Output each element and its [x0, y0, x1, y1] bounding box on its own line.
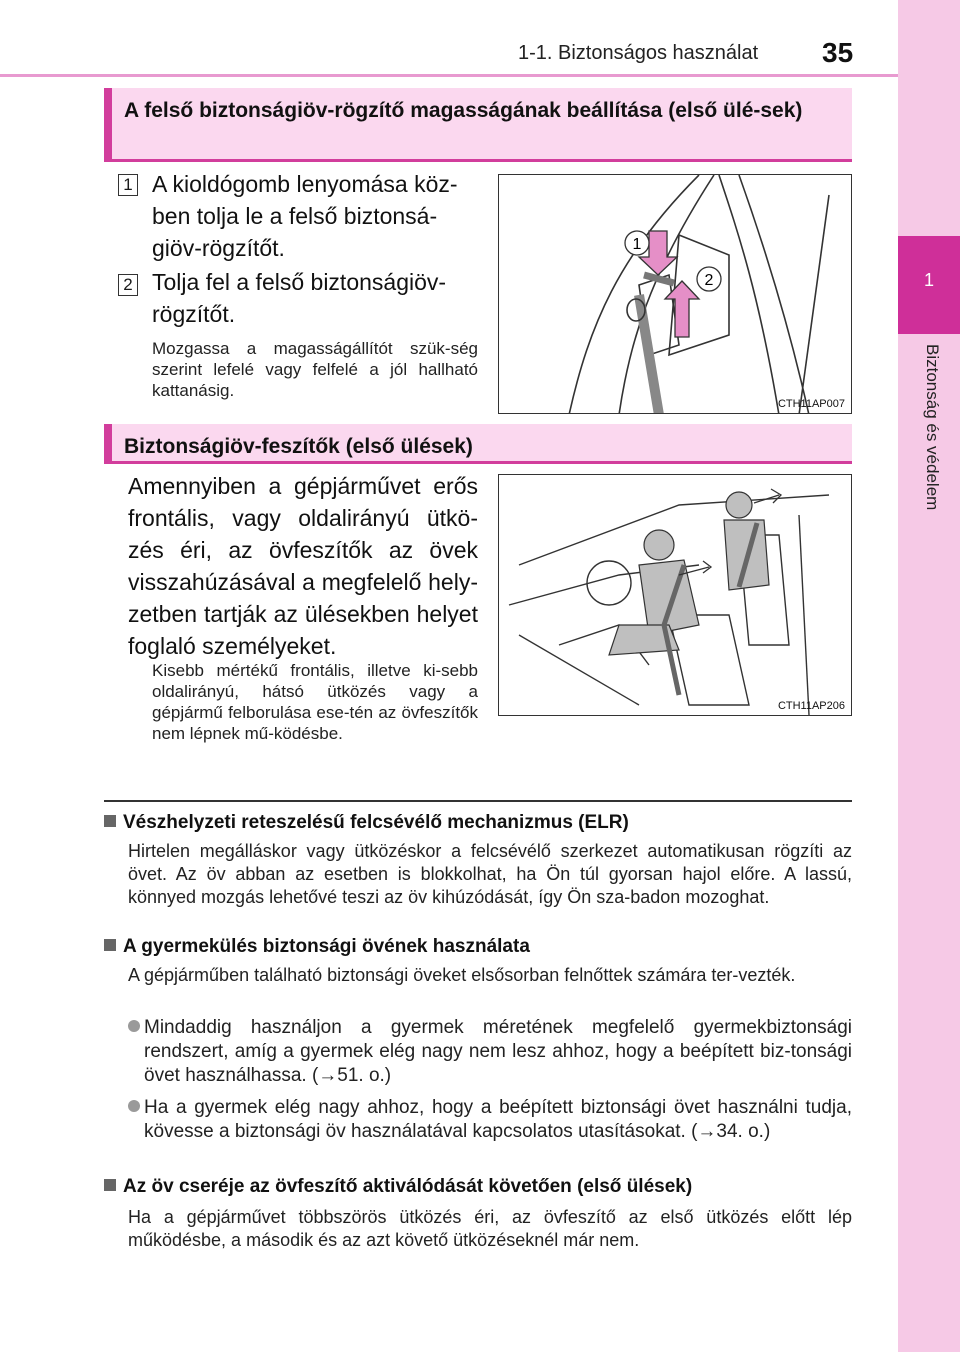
square-bullet-icon	[104, 815, 116, 827]
info-heading-elr	[104, 812, 629, 834]
section-heading-anchor-height: A felső biztonságiöv-rögzítő magasságának beállítása (első ülé-sek)	[104, 88, 852, 162]
figure-pretensioner	[498, 474, 852, 716]
page-number: 35	[822, 37, 854, 68]
chapter-number: 1	[923, 270, 934, 290]
section-divider	[104, 800, 852, 802]
info-body-replacement: Ha a gépjárművet többszörös ütközés éri, az övfeszítő az első ütközés előtt lép működésbe, a második és az azt követő ütközéseknél már nem.	[128, 1207, 852, 1250]
callout-1: 1	[632, 236, 642, 253]
callout-2: 2	[704, 272, 714, 289]
bullet-text: Mindaddig használjon a gyermek méretének megfelelő gyermekbiztonsági rendszert, amíg a gyermek elég nagy nem lesz ahhoz, hogy a beépített biz-tonsági övet használhassa. (→51. o.)	[144, 1017, 852, 1086]
bullet-dot-icon	[128, 1100, 140, 1112]
header-rule	[0, 74, 898, 77]
info-heading-text: Vészhelyzeti reteszelésű felcsévélő mechanizmus (ELR)	[123, 812, 629, 833]
step-text-2: Tolja fel a felső biztonságiöv-rögzítőt.	[152, 269, 447, 327]
info-heading-text: Az öv cseréje az övfeszítő aktiválódását követően (első ülések)	[123, 1176, 693, 1197]
chapter-sidebar	[898, 0, 960, 1352]
section-heading-pretensioners: Biztonságiöv-feszítők (első ülések)	[104, 424, 852, 464]
chapter-tab[interactable]	[898, 236, 960, 334]
running-header: 1-1. Biztonságos használat	[518, 42, 759, 64]
figure-code: CTH11AP007	[777, 398, 845, 410]
list-item	[128, 1016, 852, 1088]
step-text-1: A kioldógomb lenyomása köz-ben tolja le a felső biztonsá-giöv-rögzítőt.	[152, 171, 458, 261]
step-number-2: 2	[118, 274, 138, 296]
info-heading-text: A gyermekülés biztonsági övének használata	[123, 936, 530, 957]
pretensioner-paragraph: Amennyiben a gépjárművet erős frontális, vagy oldalirányú ütkö-zés éri, az övfeszítők az övek visszahúzásával a megfelelő hely-zetben tartják az ülésekben helyet foglaló személyeket.	[128, 473, 478, 659]
figure-anchor-adjust	[498, 174, 852, 414]
list-item	[128, 1096, 852, 1144]
info-body-elr: Hirtelen megálláskor vagy ütközéskor a felcsévélő szerkezet automatikusan rögzíti az övet. Az öv abban az esetben is blokkolhat, ha Ön túl gyorsan hajol előre. A lassú, könnyed mozgás lehetővé teszi az öv kihúzódását, így Ön sza-badon mozoghat.	[128, 841, 852, 907]
square-bullet-icon	[104, 939, 116, 951]
figure-code: CTH11AP206	[777, 700, 845, 712]
section1-note: Mozgassa a magasságállítót szük-ség szerint lefelé vagy felfelé a jól hallható kattanásig.	[152, 339, 478, 400]
chapter-title: Biztonság és védelem	[923, 344, 942, 511]
bullet-dot-icon	[128, 1020, 140, 1032]
step-number-1: 1	[118, 174, 138, 196]
pretensioner-illustration	[499, 475, 852, 716]
bullet-text: Ha a gyermek elég nagy ahhoz, hogy a beépített biztonsági övet használni tudja, kövesse a biztonsági öv használatával kapcsolatos utasításokat. (→34. o.)	[144, 1097, 852, 1142]
anchor-illustration	[499, 175, 852, 414]
info-body-child-seat: A gépjárműben található biztonsági öveket elsősorban felnőttek számára ter-vezték.	[128, 965, 796, 985]
info-heading-child-seat	[104, 936, 530, 958]
section2-note: Kisebb mértékű frontális, illetve ki-sebb oldalirányú, hátsó ütközés vagy a gépjármű felborulása ese-tén az övfeszítők nem lépnek mű-ködésbe.	[152, 661, 478, 743]
info-heading-replacement	[104, 1176, 692, 1198]
square-bullet-icon	[104, 1179, 116, 1191]
